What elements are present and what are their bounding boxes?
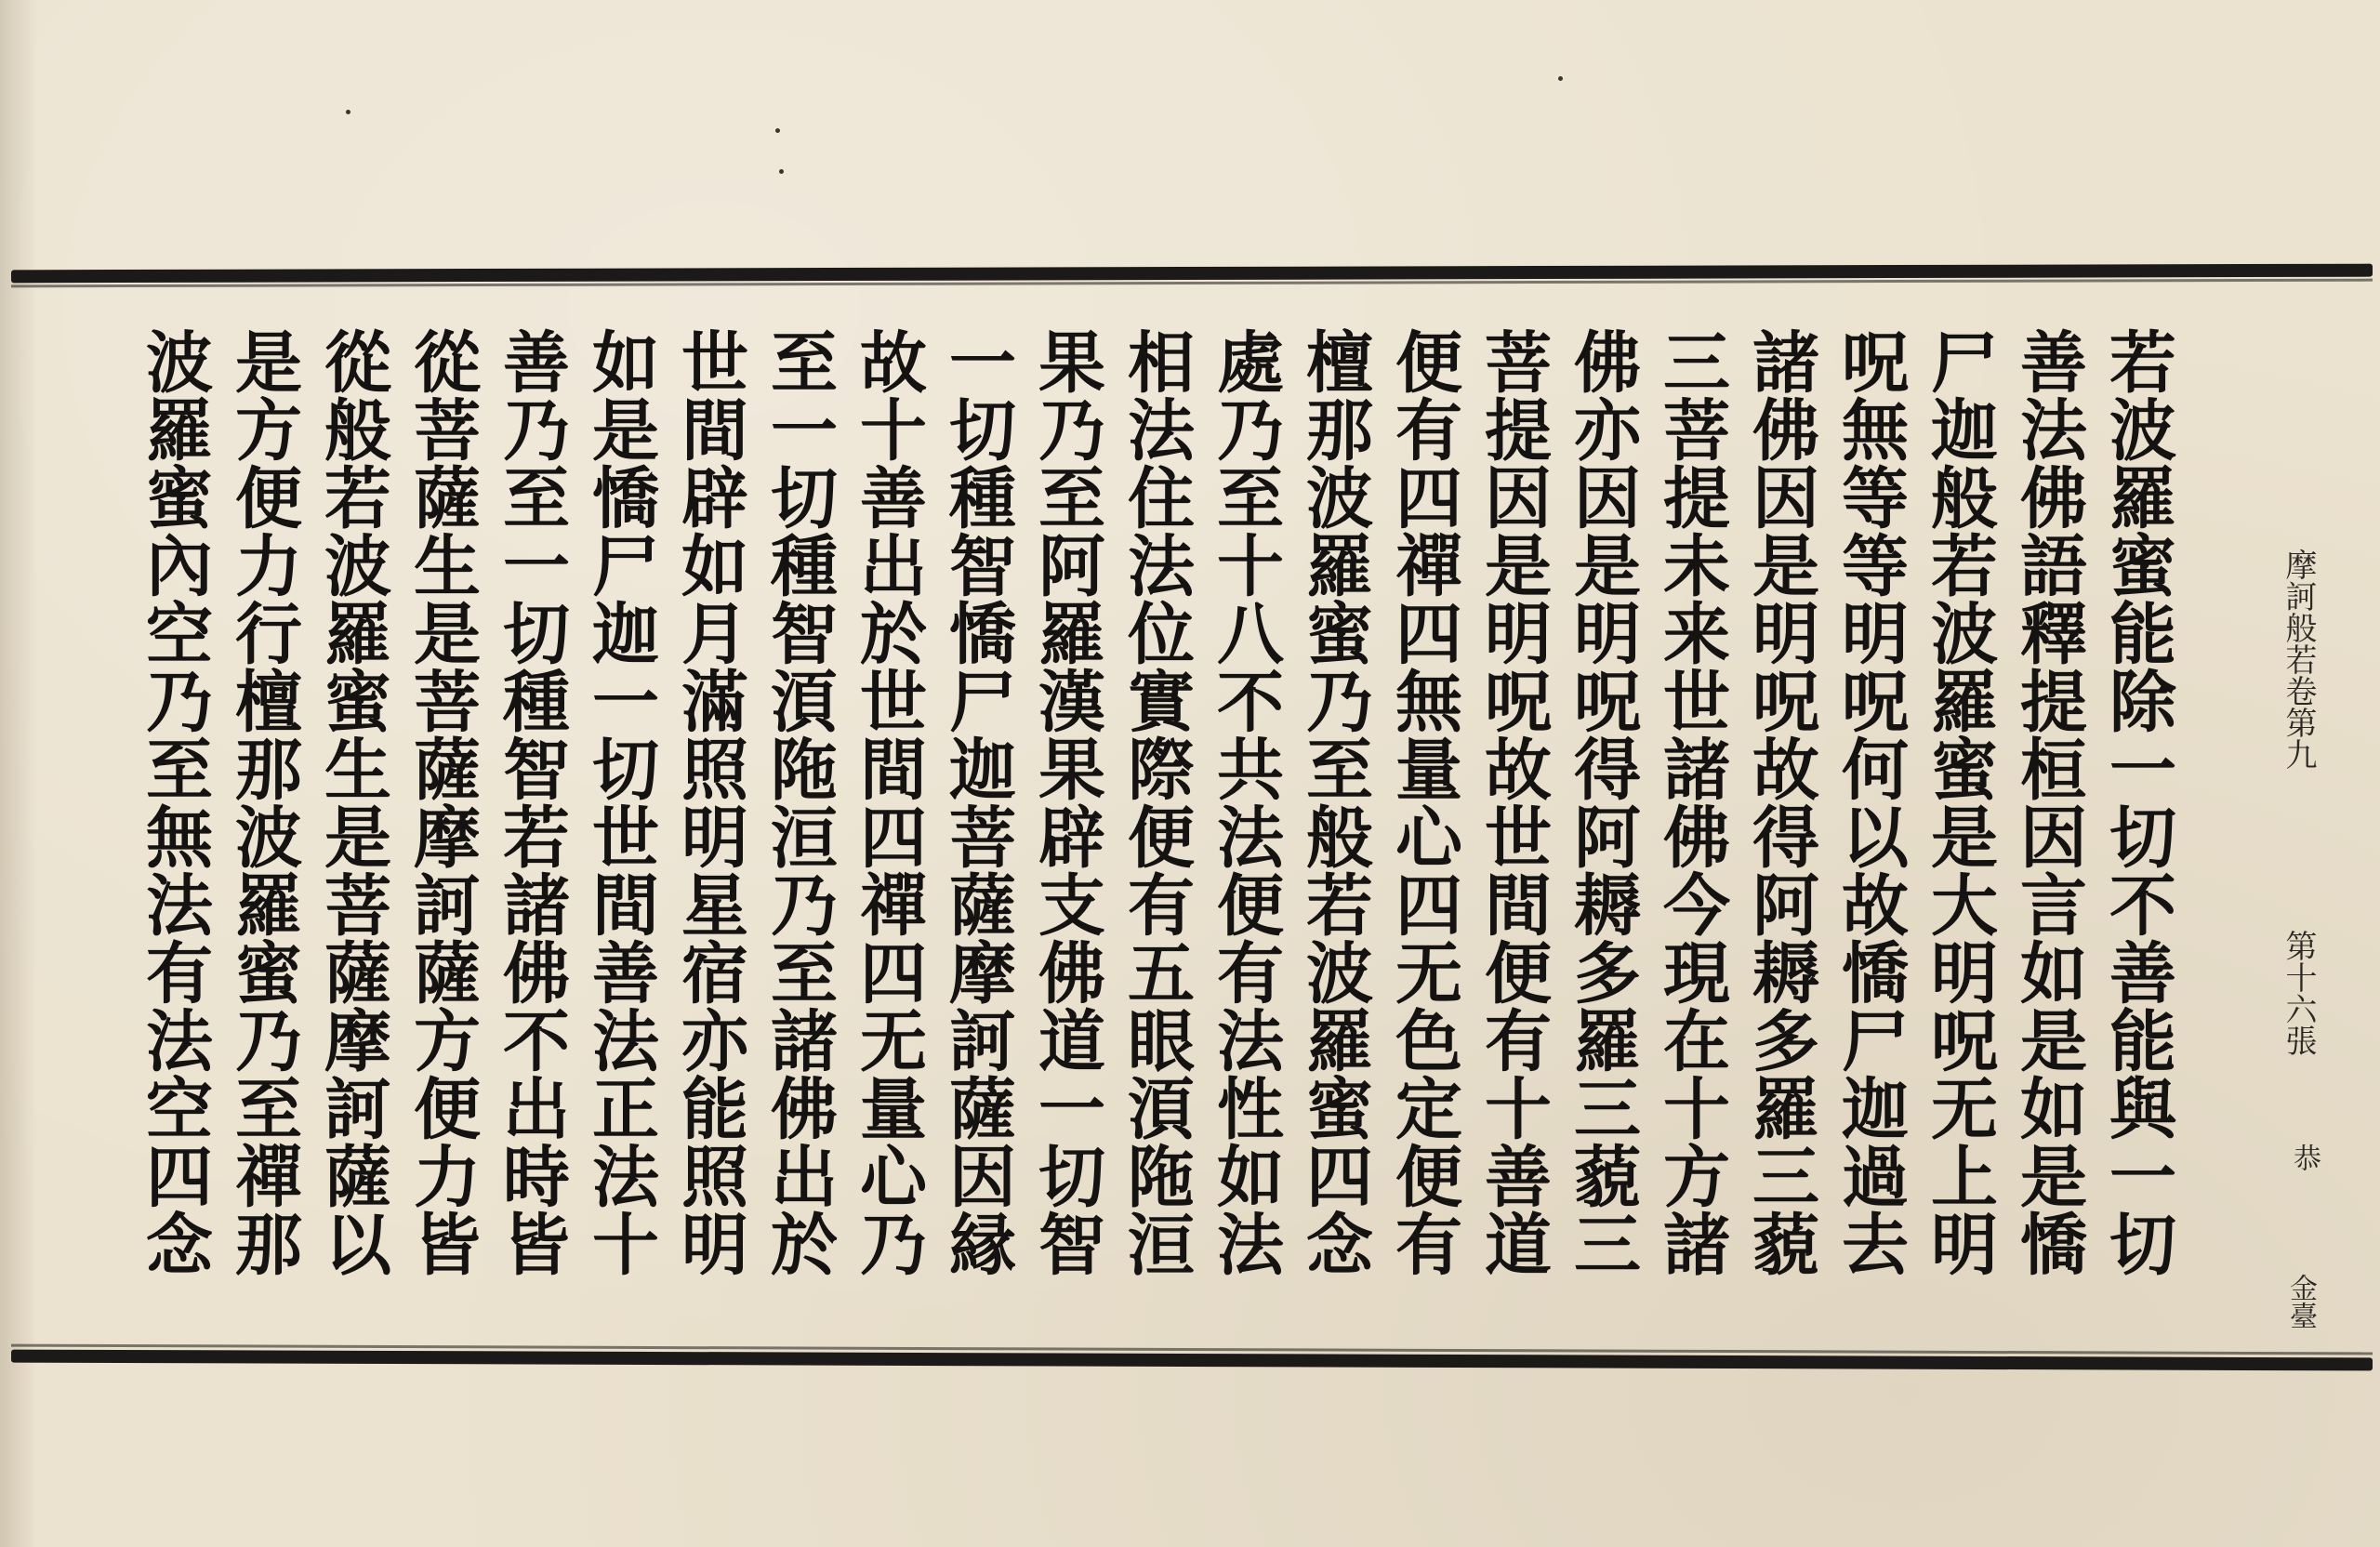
margin-volume-title: 摩訶般若卷第九	[2280, 549, 2317, 770]
frame-bottom-rule	[11, 1350, 2373, 1371]
text-column: 菩提因是明呪故世間便有十善道	[1474, 327, 1553, 1277]
text-column: 至一切種智湏陁洹乃至諸佛出於	[760, 327, 839, 1277]
ink-speck	[1558, 76, 1563, 81]
text-column: 善法佛語釋提桓因言如是如是憍	[2009, 327, 2088, 1277]
text-column: 從般若波羅蜜生是菩薩摩訶薩以	[313, 327, 392, 1277]
margin-character-mark: 恭	[2288, 1144, 2320, 1171]
text-column: 若波羅蜜能除一切不善能與一切	[2098, 327, 2177, 1277]
text-block	[0, 327, 2380, 1350]
text-column: 三菩提未来世諸佛今現在十方諸	[1652, 327, 1731, 1277]
ink-speck	[779, 169, 784, 174]
text-column: 波羅蜜內空乃至無法有法空四念	[135, 327, 214, 1277]
text-column: 果乃至阿羅漢果辟支佛道一切智	[1027, 327, 1106, 1277]
text-column: 呪無等等明呪何以故憍尸迦過去	[1831, 327, 1910, 1277]
text-column: 善乃至一切種智若諸佛不出時皆	[492, 327, 571, 1277]
text-column: 處乃至十八不共法便有法性如法	[1206, 327, 1285, 1277]
text-column: 世間辟如月滿照明星宿亦能照明	[670, 327, 749, 1277]
margin-seal-text: 金臺	[2284, 1274, 2317, 1329]
text-column: 故十善出於世間四禪四无量心乃	[849, 327, 928, 1277]
margin-page-number: 第十六張	[2280, 930, 2317, 1056]
text-column: 一切種智憍尸迦菩薩摩訶薩因縁	[938, 327, 1017, 1277]
ink-speck	[346, 110, 350, 114]
text-column: 如是憍尸迦一切世間善法正法十	[581, 327, 660, 1277]
text-column: 相法住法位實際便有五眼湏陁洹	[1117, 327, 1196, 1277]
text-column: 檀那波羅蜜乃至般若波羅蜜四念	[1295, 327, 1374, 1277]
text-column: 諸佛因是明呪故得阿耨多羅三藐	[1741, 327, 1820, 1277]
frame-top-rule	[11, 264, 2373, 284]
text-column: 是方便力行檀那波羅蜜乃至禪那	[224, 327, 303, 1277]
ink-speck	[775, 128, 780, 133]
text-column: 佛亦因是明呪得阿耨多羅三藐三	[1563, 327, 1642, 1277]
text-column: 尸迦般若波羅蜜是大明呪无上明	[1920, 327, 1999, 1277]
text-column: 從菩薩生是菩薩摩訶薩方便力皆	[403, 327, 482, 1277]
text-column: 便有四禪四無量心四无色定便有	[1384, 327, 1463, 1277]
